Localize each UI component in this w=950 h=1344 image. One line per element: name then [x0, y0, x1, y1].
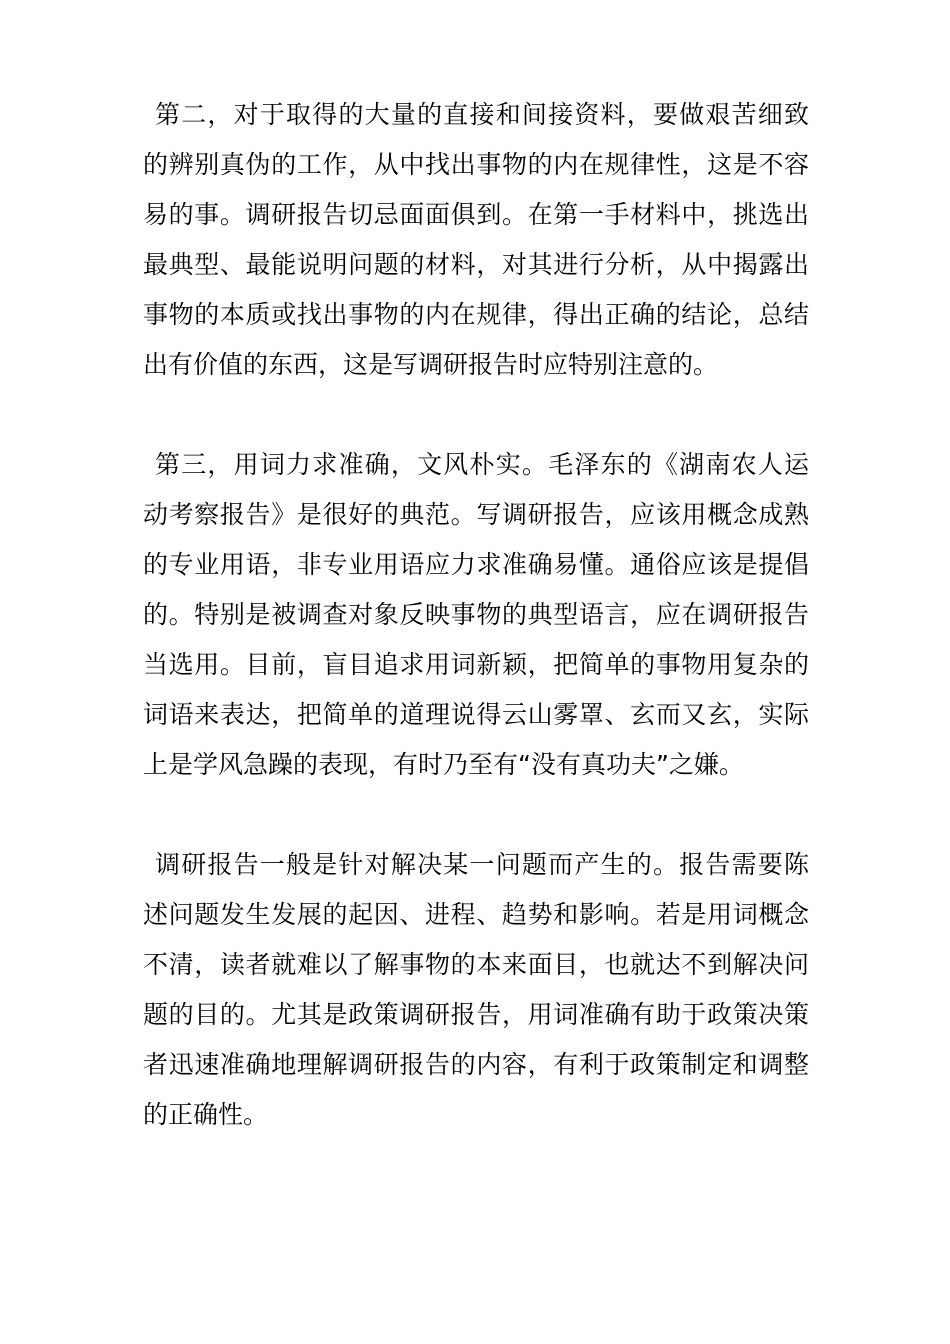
document-body	[143, 90, 809, 1140]
text-line: 当选用。目前，盲目追求用词新颖，把简单的事物用复杂的	[143, 650, 809, 679]
paragraph-second-point	[143, 90, 809, 390]
text-line: 最典型、最能说明问题的材料，对其进行分析，从中揭露出	[143, 250, 809, 279]
text-line: 题的目的。尤其是政策调研报告，用词准确有助于政策决策	[143, 1000, 809, 1029]
text-line: 第二，对于取得的大量的直接和间接资料，要做艰苦细致	[155, 100, 809, 129]
paragraph-third-point	[143, 440, 809, 790]
text-line: 的辨别真伪的工作，从中找出事物的内在规律性，这是不容	[143, 150, 809, 179]
text-line: 动考察报告》是很好的典范。写调研报告，应该用概念成熟	[143, 500, 809, 529]
text-line: 出有价值的东西，这是写调研报告时应特别注意的。	[143, 350, 719, 379]
paragraph-report-purpose	[143, 840, 809, 1140]
text-line: 的正确性。	[143, 1100, 269, 1129]
text-line: 者迅速准确地理解调研报告的内容，有利于政策制定和调整	[143, 1050, 809, 1079]
text-line: 词语来表达，把简单的道理说得云山雾罩、玄而又玄，实际	[143, 700, 809, 729]
text-line: 不清，读者就难以了解事物的本来面目，也就达不到解决问	[143, 950, 809, 979]
text-line: 第三，用词力求准确，文风朴实。毛泽东的《湖南农人运	[155, 450, 809, 479]
text-line: 上是学风急躁的表现，有时乃至有“没有真功夫”之嫌。	[143, 750, 744, 779]
text-line: 易的事。调研报告切忌面面俱到。在第一手材料中，挑选出	[143, 200, 809, 229]
text-line: 调研报告一般是针对解决某一问题而产生的。报告需要陈	[155, 850, 809, 879]
text-line: 的。特别是被调查对象反映事物的典型语言，应在调研报告	[143, 600, 809, 629]
text-line: 的专业用语，非专业用语应力求准确易懂。通俗应该是提倡	[143, 550, 809, 579]
text-line: 事物的本质或找出事物的内在规律，得出正确的结论，总结	[143, 300, 809, 329]
text-line: 述问题发生发展的起因、进程、趋势和影响。若是用词概念	[143, 900, 809, 929]
